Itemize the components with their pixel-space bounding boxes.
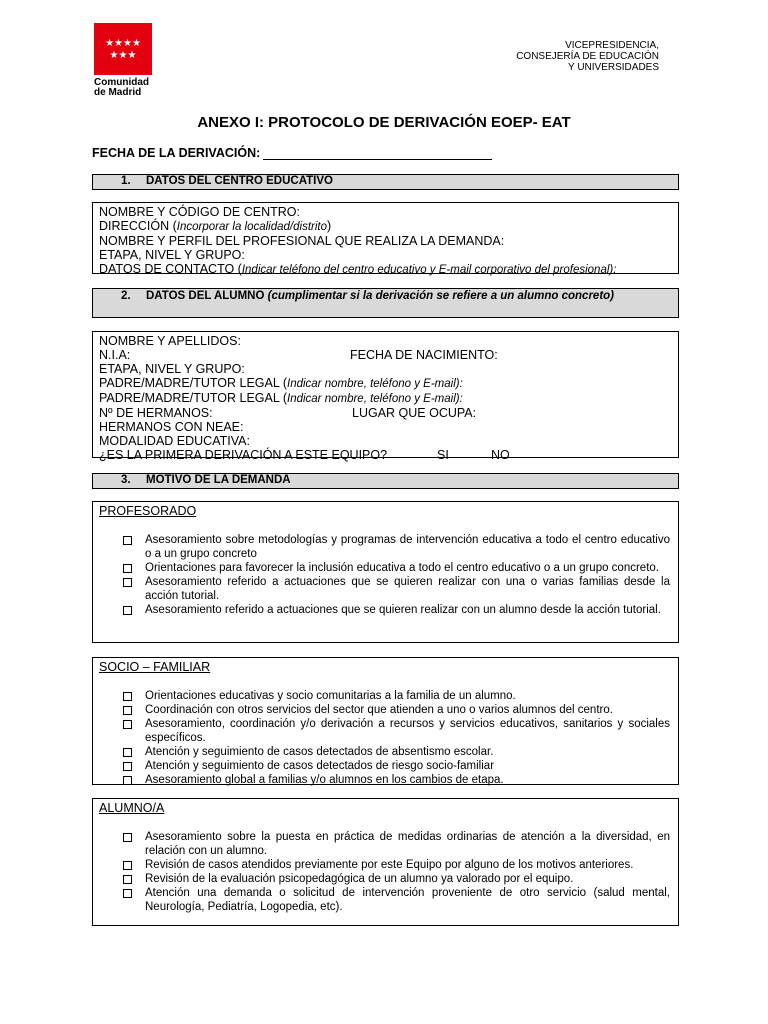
checklist-item-label: Asesoramiento global a familias y/o alumnos en los cambios de etapa.	[145, 774, 504, 786]
checklist-item[interactable]	[123, 858, 670, 872]
checklist-item-label: Atención y seguimiento de casos detectados de absentismo escolar.	[145, 746, 494, 758]
document-title: ANEXO I: PROTOCOLO DE DERIVACIÓN EOEP- EAT	[197, 114, 571, 131]
checklist-item-label: Asesoramiento referido a actuaciones que se quieren realizar con una o varias familias desde la acción tutorial.	[145, 576, 670, 602]
field-contacto: DATOS DE CONTACTO (Indicar teléfono del centro educativo y E-mail corporativo del profesional):	[99, 262, 617, 276]
field-primera-derivacion: ¿ES LA PRIMERA DERIVACIÓN A ESTE EQUIPO? SI NO	[99, 448, 510, 462]
checklist-item[interactable]	[123, 717, 670, 745]
field-etapa-centro: ETAPA, NIVEL Y GRUPO:	[99, 248, 245, 262]
checklist-item-label: Atención y seguimiento de casos detectados de riesgo socio-familiar	[145, 760, 495, 772]
checkbox-icon[interactable]	[123, 776, 132, 785]
logo-line2: de Madrid	[94, 87, 142, 98]
checklist-item[interactable]	[123, 773, 670, 787]
checkbox-icon[interactable]	[123, 606, 132, 615]
checkbox-icon[interactable]	[123, 762, 132, 771]
socio-familiar-box	[92, 657, 679, 785]
field-nia: N.I.A: FECHA DE NACIMIENTO:	[99, 348, 498, 362]
flag-stars-row2: ★★★	[109, 50, 137, 61]
checkbox-icon[interactable]	[123, 564, 132, 573]
gov-line2: CONSEJERÍA DE EDUCACIÓN	[516, 51, 659, 62]
section2-header	[92, 288, 679, 318]
field-direccion: DIRECCIÓN (Incorporar la localidad/distrito)	[99, 219, 332, 233]
checkbox-icon[interactable]	[123, 861, 132, 870]
checklist-item[interactable]	[123, 689, 670, 703]
checklist-item-label: Orientaciones educativas y socio comunitarias a la familia de un alumno.	[145, 690, 516, 702]
section1-box	[92, 202, 679, 274]
checklist-item-label: Asesoramiento referido a actuaciones que se quieren realizar con un alumno desde la acción tutorial.	[145, 604, 661, 616]
option-no[interactable]: NO	[491, 448, 510, 462]
profesorado-box	[92, 501, 679, 643]
alumno-box	[92, 798, 679, 926]
checkbox-icon[interactable]	[123, 578, 132, 587]
checkbox-icon[interactable]	[123, 889, 132, 898]
checklist-item-label: Asesoramiento, coordinación y/o derivación a recursos y servicios educativos, sanitarios y sociales específicos.	[145, 718, 670, 744]
section1-header	[92, 174, 679, 190]
checklist-item-label: Coordinación con otros servicios del sector que atienden a uno o varios alumnos del centro.	[145, 704, 613, 716]
checkbox-icon[interactable]	[123, 875, 132, 884]
field-hermanos-neae: HERMANOS CON NEAE:	[99, 420, 244, 434]
checkbox-icon[interactable]	[123, 720, 132, 729]
gov-line3: Y UNIVERSIDADES	[568, 62, 659, 73]
checklist-item-label: Asesoramiento sobre la puesta en práctica de medidas ordinarias de atención a la diversidad, en relación con un alumno.	[145, 831, 670, 857]
field-fecha-nacimiento: FECHA DE NACIMIENTO:	[350, 348, 498, 362]
option-si[interactable]: SI	[437, 448, 449, 462]
department-header	[516, 40, 659, 73]
fecha-blank-line[interactable]	[263, 148, 492, 160]
field-hermanos: Nº DE HERMANOS: LUGAR QUE OCUPA:	[99, 406, 477, 420]
checkbox-icon[interactable]	[123, 833, 132, 842]
field-modalidad: MODALIDAD EDUCATIVA:	[99, 434, 250, 448]
section2-hint: (cumplimentar si la derivación se refiere a un alumno concreto)	[267, 290, 615, 302]
checklist-item[interactable]	[123, 759, 670, 773]
field-lugar-ocupa: LUGAR QUE OCUPA:	[352, 406, 477, 420]
checklist-item-label: Asesoramiento sobre metodologías y programas de intervención educativa a todo el centro educativo o a un grupo concreto	[145, 534, 670, 560]
section3-title: MOTIVO DE LA DEMANDA	[146, 474, 291, 486]
section3-header	[92, 473, 679, 489]
comunidad-de-madrid-logo	[94, 23, 156, 98]
checkbox-icon[interactable]	[123, 748, 132, 757]
checklist-item[interactable]	[123, 830, 670, 858]
profesorado-items	[93, 520, 678, 619]
field-etapa-alumno: ETAPA, NIVEL Y GRUPO:	[99, 362, 245, 376]
field-tutor1: PADRE/MADRE/TUTOR LEGAL (Indicar nombre, teléfono y E-mail):	[99, 376, 463, 390]
section3-number: 3.	[121, 474, 131, 486]
checkbox-icon[interactable]	[123, 536, 132, 545]
checkbox-icon[interactable]	[123, 692, 132, 701]
checklist-item[interactable]	[123, 745, 670, 759]
checklist-item-label: Revisión de la evaluación psicopedagógica de un alumno ya valorado por el equipo.	[145, 873, 574, 885]
checklist-item[interactable]	[123, 603, 670, 617]
checklist-item[interactable]	[123, 575, 670, 603]
checkbox-icon[interactable]	[123, 706, 132, 715]
section2-title: DATOS DEL ALUMNO	[146, 290, 265, 302]
field-nombre-alumno: NOMBRE Y APELLIDOS:	[99, 334, 241, 348]
checklist-item[interactable]	[123, 703, 670, 717]
flag-stars-row1: ★★★★	[105, 38, 141, 49]
madrid-flag-icon	[94, 23, 152, 75]
fecha-derivacion	[92, 146, 492, 160]
section2-number: 2.	[121, 290, 131, 302]
gov-line1: VICEPRESIDENCIA,	[565, 40, 659, 51]
field-nombre-centro: NOMBRE Y CÓDIGO DE CENTRO:	[99, 205, 300, 219]
alumno-items	[93, 817, 678, 916]
checklist-item[interactable]	[123, 561, 670, 575]
profesorado-title: PROFESORADO	[99, 504, 197, 518]
checklist-item-label: Orientaciones para favorecer la inclusión educativa a todo el centro educativo o a un grupo concreto.	[145, 562, 659, 574]
checklist-item-label: Revisión de casos atendidos previamente por este Equipo por alguno de los motivos anteriores.	[145, 859, 634, 871]
field-tutor2: PADRE/MADRE/TUTOR LEGAL (Indicar nombre, teléfono y E-mail):	[99, 391, 463, 405]
direccion-hint: Incorporar la localidad/distrito	[176, 221, 327, 233]
checklist-item[interactable]	[123, 886, 670, 914]
checklist-item[interactable]	[123, 533, 670, 561]
logo-text	[94, 78, 156, 98]
alumno-title: ALUMNO/A	[99, 801, 165, 815]
fecha-label: FECHA DE LA DERIVACIÓN:	[92, 146, 261, 160]
socio-familiar-title: SOCIO – FAMILIAR	[99, 660, 211, 674]
checklist-item[interactable]	[123, 872, 670, 886]
socio-familiar-items	[93, 676, 678, 789]
field-profesional: NOMBRE Y PERFIL DEL PROFESIONAL QUE REALIZA LA DEMANDA:	[99, 234, 505, 248]
section2-box	[92, 331, 679, 462]
logo-line1: Comunidad	[94, 77, 149, 88]
section1-number: 1.	[121, 175, 131, 187]
contacto-hint: Indicar teléfono del centro educativo y E-mail corporativo del profesional):	[241, 264, 617, 276]
section1-title: DATOS DEL CENTRO EDUCATIVO	[146, 175, 333, 187]
checklist-item-label: Atención una demanda o solicitud de intervención proveniente de otro servicio (salud mental, Neurología, Pediatría, Logopedia, etc).	[145, 887, 670, 913]
